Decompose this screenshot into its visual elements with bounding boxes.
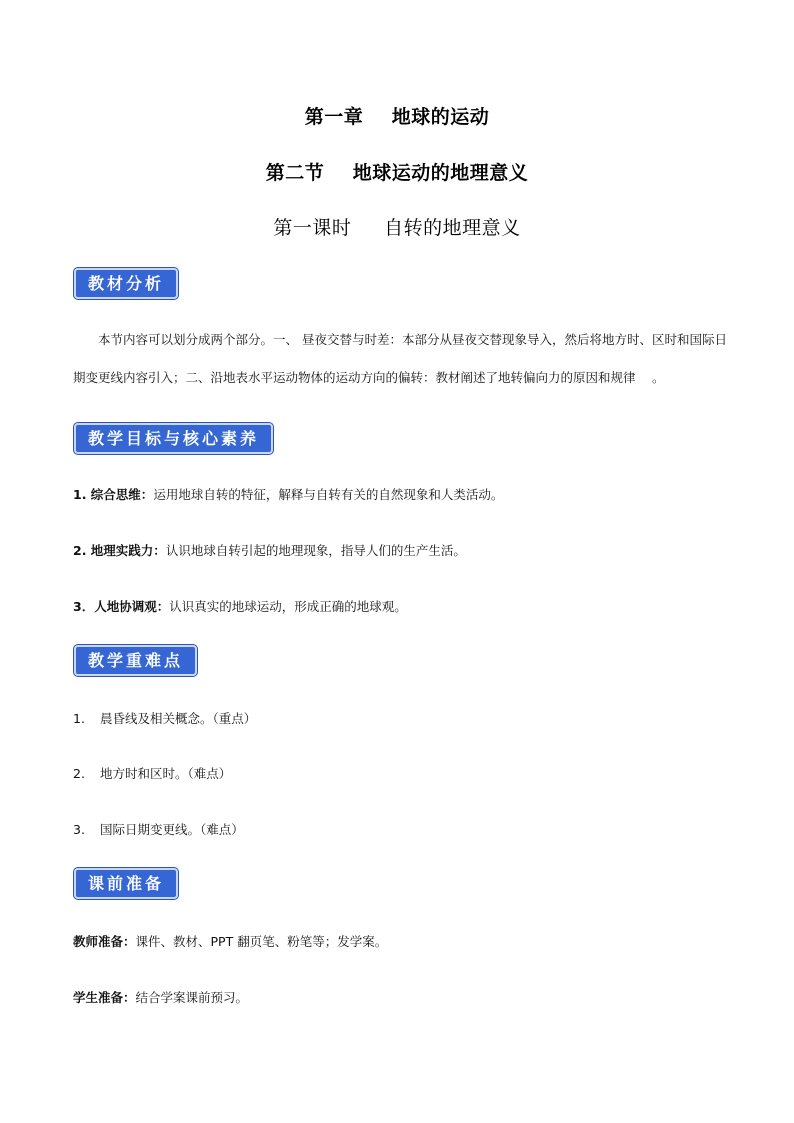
goal-label: 3．人地协调观： <box>73 599 170 614</box>
prep-label: 教师准备： <box>73 934 136 949</box>
goal-text: 认识真实的地球运动，形成正确的地球观。 <box>169 599 407 614</box>
lesson-title: 第一课时 自转的地理意义 <box>273 217 521 239</box>
keypoint-text: 晨昏线及相关概念。（重点） <box>100 711 257 726</box>
keypoint-text: 国际日期变更线。（难点） <box>100 822 244 837</box>
prep-text: 课件、教材、PPT 翻页笔、粉笔等；发学案。 <box>135 934 388 949</box>
section-title: 第二节 地球运动的地理意义 <box>265 162 529 184</box>
goal-text: 认识地球自转引起的地理现象，指导人们的生产生活。 <box>165 543 466 558</box>
goal-item <box>73 597 407 615</box>
prep-heading: 课前准备 <box>74 868 178 899</box>
prep-item <box>73 988 248 1006</box>
prep-text: 结合学案课前预习。 <box>135 990 249 1005</box>
keypoint-item <box>73 709 256 727</box>
keypoints-heading: 教学重难点 <box>74 645 197 676</box>
keypoint-item <box>73 820 244 838</box>
goal-item <box>73 541 466 559</box>
goal-item <box>73 485 503 503</box>
goal-text: 运用地球自转的特征，解释与自转有关的自然现象和人类活动。 <box>153 487 504 502</box>
goal-label: 1. 综合思维： <box>73 487 154 502</box>
keypoint-text: 地方时和区时。（难点） <box>100 766 232 781</box>
prep-label: 学生准备： <box>73 990 136 1005</box>
goal-label: 2. 地理实践力： <box>73 543 166 558</box>
keypoint-item <box>73 764 231 782</box>
prep-item <box>73 932 387 950</box>
chapter-title: 第一章 地球的运动 <box>304 106 490 128</box>
goals-heading: 教学目标与核心素养 <box>74 423 273 454</box>
analysis-heading: 教材分析 <box>74 268 178 299</box>
keypoint-number: 2. <box>73 766 85 781</box>
analysis-paragraph: 本节内容可以划分成两个部分。一、 昼夜交替与时差：本部分从昼夜交替现象导入，然后将地方时、区时和国际日期变更线内容引入；二、沿地表水平运动物体的运动方向的偏转：教材阐述了地转偏向力的原因和规律 。 <box>73 332 727 385</box>
keypoint-number: 1. <box>73 711 85 726</box>
keypoint-number: 3. <box>73 822 85 837</box>
